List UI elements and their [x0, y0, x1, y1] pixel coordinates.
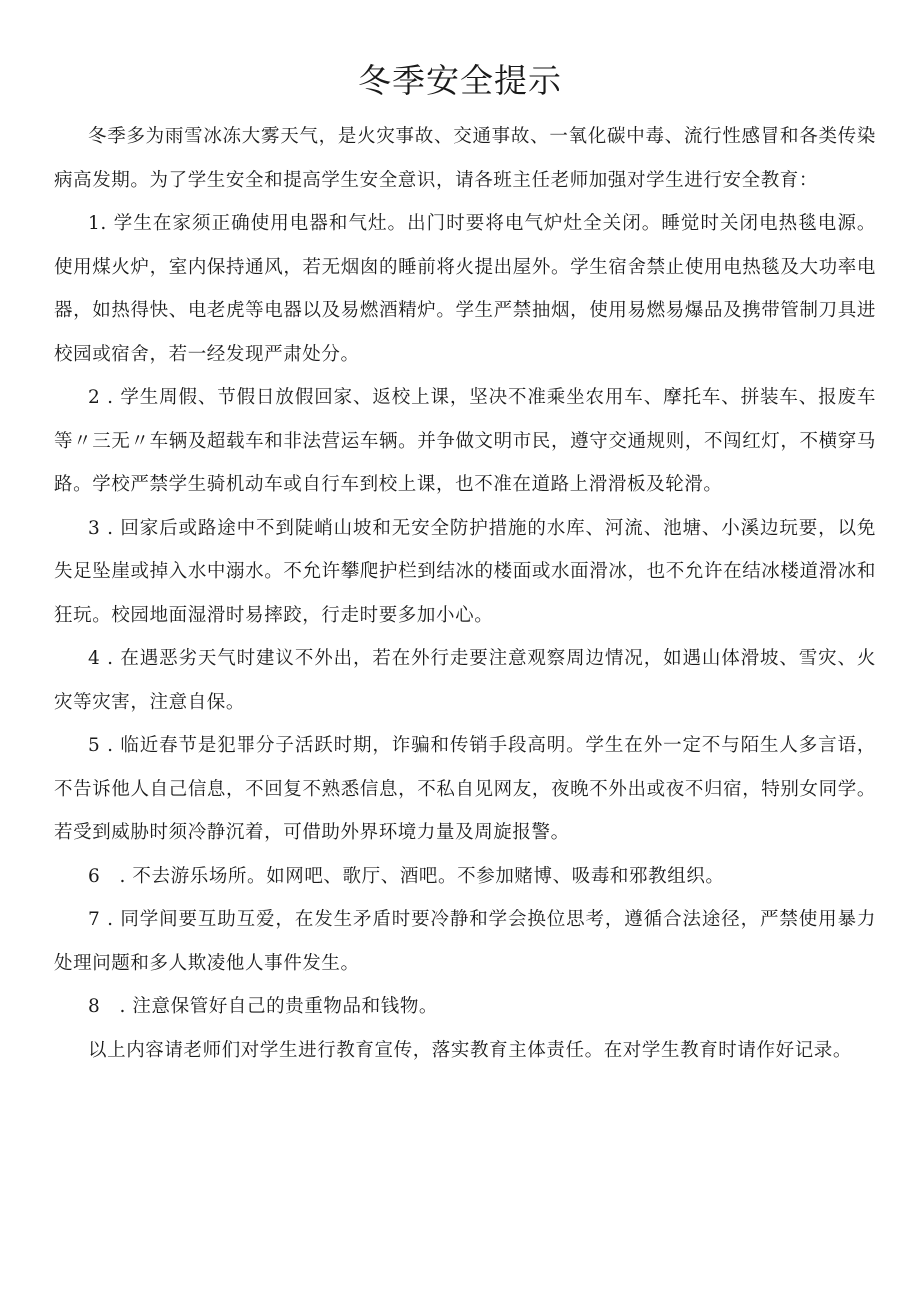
item-2-paragraph: 2 . 学生周假、节假日放假回家、返校上课，坚决不准乘坐农用车、摩托车、拼装车、报废车等〃三无〃车辆及超载车和非法营运车辆。并争做文明市民，遵守交通规则，不闯红灯，不横穿马路。学校严禁学生骑机动车或自行车到校上课，也不准在道路上滑滑板及轮滑。 [54, 387, 876, 495]
page-title: 冬季安全提示 [358, 61, 562, 100]
item-4-paragraph: 4 . 在遇恶劣天气时建议不外出，若在外行走要注意观察周边情况，如遇山体滑坡、雪灾、火灾等灾害，注意自保。 [54, 648, 876, 713]
item-8-paragraph: 8 . 注意保管好自己的贵重物品和钱物。 [88, 996, 439, 1017]
item-1-paragraph: 1. 学生在家须正确使用电器和气灶。出门时要将电气炉灶全关闭。睡觉时关闭电热毯电源。使用煤火炉，室内保持通风，若无烟囱的睡前将火提出屋外。学生宿舍禁止使用电热毯及大功率电器，如热得快、电老虎等电器以及易燃酒精炉。学生严禁抽烟，使用易燃易爆品及携带管制刀具进校园或宿舍，若一经发现严肃处分。 [54, 213, 876, 365]
document-body [54, 115, 876, 1072]
item-3-paragraph: 3 . 回家后或路途中不到陡峭山坡和无安全防护措施的水库、河流、池塘、小溪边玩要，以免失足坠崖或掉入水中溺水。不允许攀爬护栏到结冰的楼面或水面滑冰，也不允许在结冰楼道滑冰和狂玩。校园地面湿滑时易摔跤，行走时要多加小心。 [54, 517, 876, 626]
intro-paragraph: 冬季多为雨雪冰冻大雾天气，是火灾事故、交通事故、一氧化碳中毒、流行性感冒和各类传染病高发期。为了学生安全和提高学生安全意识，请各班主任老师加强对学生进行安全教育： [54, 126, 876, 191]
item-6-paragraph: 6 . 不去游乐场所。如网吧、歌厅、酒吧。不参加赌博、吸毒和邪教组织。 [88, 865, 725, 887]
closing-paragraph: 以上内容请老师们对学生进行教育宣传，落实教育主体责任。在对学生教育时请作好记录。 [88, 1039, 853, 1061]
item-5-paragraph: 5 . 临近春节是犯罪分子活跃时期，诈骗和传销手段高明。学生在外一定不与陌生人多言语，不告诉他人自己信息，不回复不熟悉信息，不私自见网友，夜晚不外出或夜不归宿，特别女同学。若受到威胁时须冷静沉着，可借助外界环境力量及周旋报警。 [54, 735, 876, 843]
item-7-paragraph: 7 . 同学间要互助互爱，在发生矛盾时要冷静和学会换位思考，遵循合法途径，严禁使用暴力处理问题和多人欺凌他人事件发生。 [54, 909, 876, 974]
